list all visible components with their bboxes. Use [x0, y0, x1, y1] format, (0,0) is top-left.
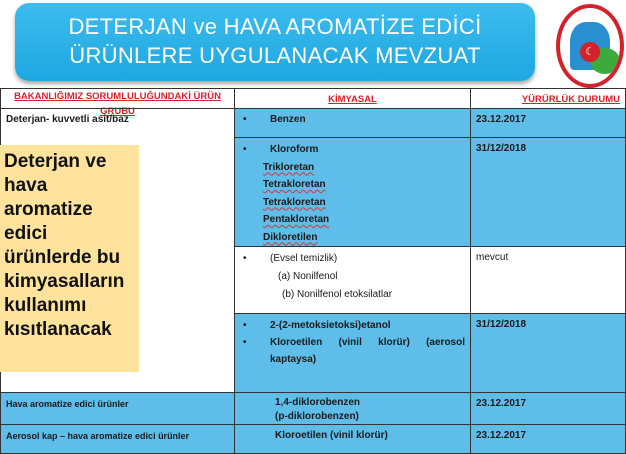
table-cell-date: 23.12.2017 — [470, 108, 626, 138]
table-cell-chemical — [234, 246, 471, 314]
table-cell-group: Hava aromatize edici ürünler — [0, 392, 235, 425]
restriction-note: Deterjan ve hava aromatize edici ürünlerde bu kimyasalların kullanımı kısıtlanacak — [0, 145, 139, 372]
table-cell-chemical — [234, 313, 471, 393]
chemical-item: Tetrakloretan — [263, 196, 326, 208]
logo-flag-icon: ☾ — [580, 42, 600, 62]
table-cell-chemical — [234, 392, 471, 425]
chemical-item: 1,4-diklorobenzen — [275, 397, 361, 408]
chemical-item: Pentakloretan — [263, 214, 330, 225]
title-line-1: DETERJAN ve HAVA AROMATİZE EDİCİ — [68, 14, 482, 39]
table-cell-date: 31/12/2018 — [470, 313, 626, 393]
chemical-item: • (Evsel temizlik) — [240, 250, 465, 268]
chemical-item: • Benzen — [240, 112, 465, 128]
table-cell-date: 23.12.2017 — [470, 424, 626, 454]
group-label: Deterjan- kuvvetli asit/baz — [6, 114, 129, 125]
table-cell-chemical — [234, 424, 471, 454]
title-banner — [15, 3, 535, 81]
header-product-group: BAKANLIĞIMIZ SORUMLULUĞUNDAKİ ÜRÜN GRUBU — [0, 88, 235, 109]
header-chemical: KİMYASAL — [234, 88, 471, 109]
chemical-item: Trikloretan — [263, 161, 315, 173]
chemical-item: • Kloroform — [240, 141, 465, 159]
ministry-logo — [556, 4, 624, 88]
table-cell-group: Aerosol kap – hava aromatize edici ürünler — [0, 424, 235, 454]
chemical-item: Dikloretilen — [263, 231, 318, 243]
chemical-item: (b) Nonilfenol etoksilatlar — [282, 289, 393, 300]
table-cell-date: mevcut — [470, 246, 626, 314]
chemical-item: Kloroetilen (vinil klorür) — [275, 430, 388, 441]
chemical-item: (p-diklorobenzen) — [275, 411, 359, 422]
title-line-2: ÜRÜNLERE UYGULANACAK MEVZUAT — [69, 43, 481, 68]
table-cell-chemical — [234, 108, 471, 138]
chemical-item: • 2-(2-metoksietoksi)etanol — [240, 317, 465, 334]
chemical-item: (a) Nonilfenol — [278, 271, 338, 282]
table-cell-date: 23.12.2017 — [470, 392, 626, 425]
chemical-item: • Kloroetilen (vinil klorür) (aerosol kaptaysa) — [240, 334, 465, 368]
header-effective-status: YÜRÜRLÜK DURUMU — [470, 88, 626, 109]
table-cell-chemical — [234, 137, 471, 247]
chemical-item: Tetrakloretan — [263, 179, 326, 190]
table-cell-date: 31/12/2018 — [470, 137, 626, 247]
